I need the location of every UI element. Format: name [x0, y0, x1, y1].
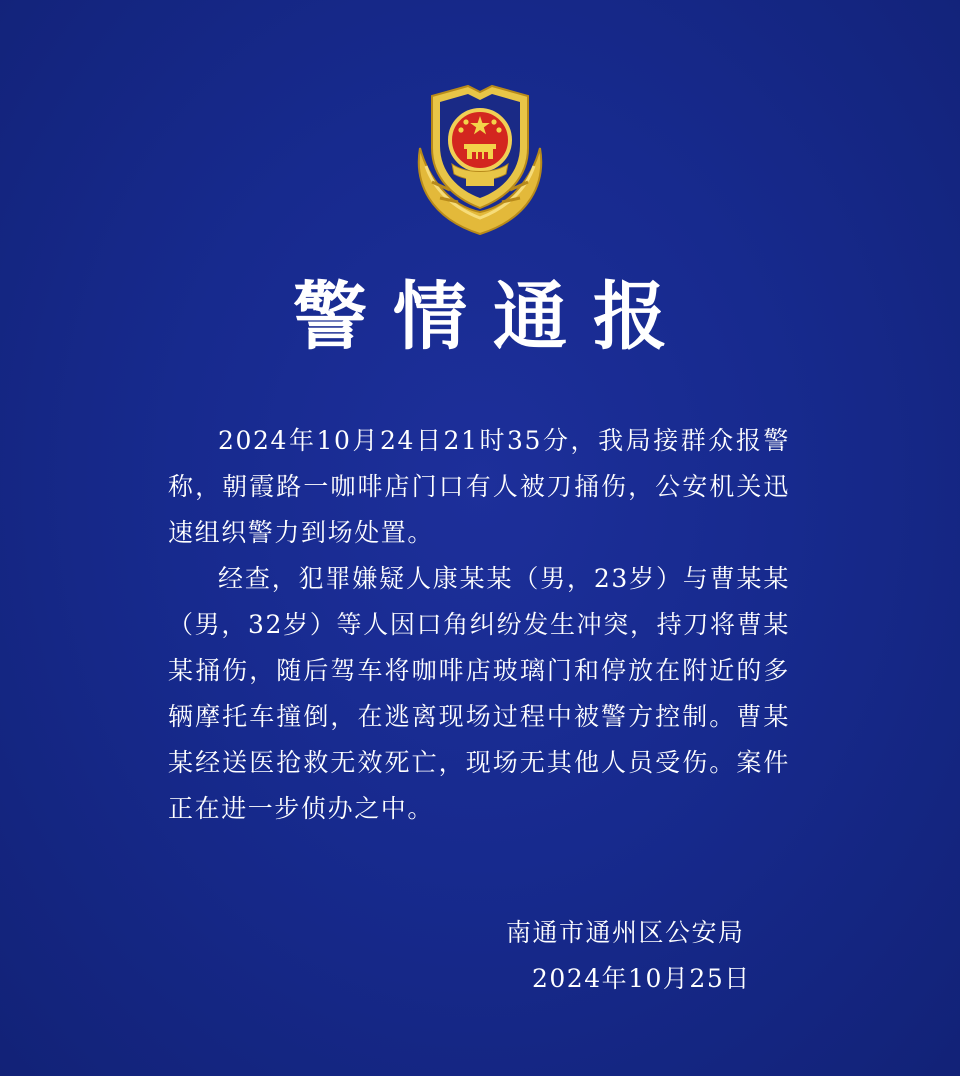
issuer-name: 南通市通州区公安局: [506, 918, 745, 947]
issue-date: 2024年10月25日: [532, 964, 751, 993]
notice-body: [168, 418, 790, 832]
police-badge-emblem-icon: [410, 78, 550, 238]
notice-paragraph: 经查，犯罪嫌疑人康某某（男，23岁）与曹某某（男，32岁）等人因口角纠纷发生冲突，持刀将曹某某捅伤，随后驾车将咖啡店玻璃门和停放在附近的多辆摩托车撞倒，在逃离现场过程中被警方控制。曹某某经送医抢救无效死亡，现场无其他人员受伤。案件正在进一步侦办之中。: [168, 564, 790, 823]
page-title: 警情通报: [293, 274, 693, 360]
notice-paragraph: 2024年10月24日21时35分，我局接群众报警称，朝霞路一咖啡店门口有人被刀捅伤，公安机关迅速组织警力到场处置。: [168, 426, 790, 547]
signature-block: [500, 910, 760, 1002]
